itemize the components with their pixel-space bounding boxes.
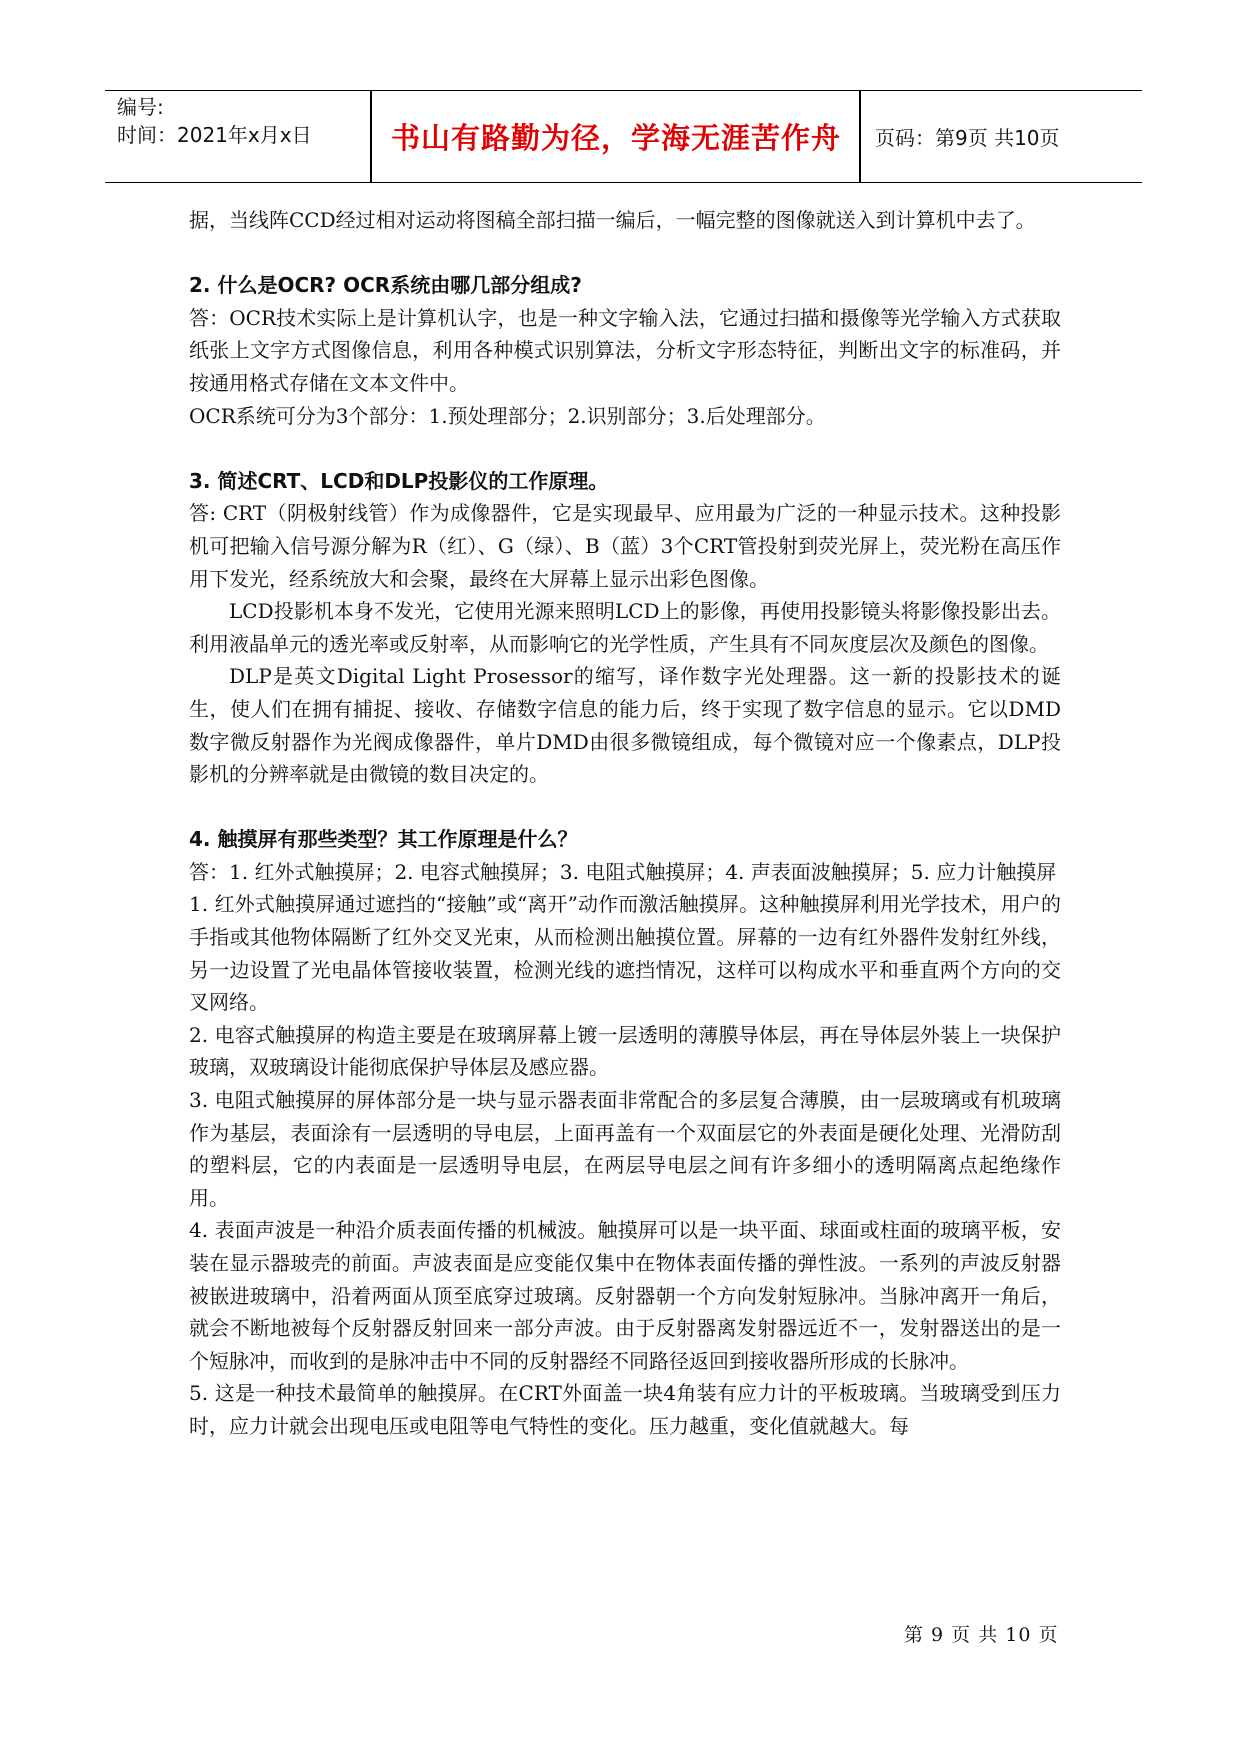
question-2-parts: OCR系统可分为3个部分：1.预处理部分；2.识别部分；3.后处理部分。: [189, 403, 826, 428]
question-4-heading: 4. 触摸屏有那些类型？其工作原理是什么？: [189, 827, 578, 852]
question-2-heading: 2. 什么是OCR? OCR系统由哪几部分组成?: [189, 273, 582, 298]
question-3-lcd-paragraph: LCD投影机本身不发光，它使用光源来照明LCD上的影像，再使用投影镜头将影像投影出去。利用液晶单元的透光率或反射率，从而影响它的光学性质，产生具有不同灰度层次及颜色的图像。: [189, 599, 1061, 656]
header-divider: [859, 91, 861, 182]
header-meta: [117, 93, 367, 149]
page-header: [105, 90, 1142, 183]
question-3-heading: 3. 简述CRT、LCD和DLP投影仪的工作原理。: [189, 468, 609, 493]
question-4-capacitive-paragraph: 2. 电容式触摸屏的构造主要是在玻璃屏幕上镀一层透明的薄膜导体层，再在导体层外装上一块保护玻璃，双玻璃设计能彻底保护导体层及感应器。: [189, 1022, 1061, 1080]
question-3-crt-paragraph: 答: CRT（阴极射线管）作为成像器件，它是实现最早、应用最为广泛的一种显示技术。这种投影机可把输入信号源分解为R（红）、G（绿）、B（蓝）3个CRT管投射到荧光屏上，荧光粉在高压作用下发光，经系统放大和会聚，最终在大屏幕上显示出彩色图像。: [189, 501, 1061, 591]
page-footer: 第 9 页 共 10 页: [904, 1624, 1059, 1646]
question-3-dlp-paragraph: DLP是英文Digital Light Prosessor的缩写，译作数字光处理器。这一新的投影技术的诞生，使人们在拥有捕捉、接收、存储数字信息的能力后，终于实现了数字信息的显示。它以DMD数字微反射器作为光阀成像器件，单片DMD由很多微镜组成，每个微镜对应一个像素点，DLP投影机的分辨率就是由微镜的数目决定的。: [189, 664, 1061, 787]
document-body: [189, 204, 1061, 1443]
question-2-answer: 答：OCR技术实际上是计算机认字，也是一种文字输入法，它通过扫描和摄像等光学输入方式获取纸张上文字方式图像信息，利用各种模式识别算法，分析文字形态特征，判断出文字的标准码，并按通用格式存储在文本文件中。: [189, 305, 1061, 395]
intro-paragraph: 据，当线阵CCD经过相对运动将图稿全部扫描一编后，一幅完整的图像就送入到计算机中去了。: [189, 208, 1036, 232]
question-4-saw-paragraph: 4. 表面声波是一种沿介质表面传播的机械波。触摸屏可以是一块平面、球面或柱面的玻璃平板，安装在显示器玻壳的前面。声波表面是应变能仅集中在物体表面传播的弹性波。一系列的声波反射器被嵌进玻璃中，沿着两面从顶至底穿过玻璃。反射器朝一个方向发射短脉冲。当脉冲离开一角后，就会不断地被每个反射器反射回来一部分声波。由于反射器离发射器远近不一，发射器送出的是一个短脉冲，而收到的是脉冲击中不同的反射器经不同路径返回到接收器所形成的长脉冲。: [189, 1218, 1061, 1373]
header-motto: 书山有路勤为径，学海无涯苦作舟: [390, 121, 841, 155]
document-number-label: 编号:: [117, 95, 164, 119]
header-divider: [370, 91, 372, 182]
question-4-infrared-paragraph: 1. 红外式触摸屏通过遮挡的“接触”或“离开”动作而激活触摸屏。这种触摸屏利用光学技术，用户的手指或其他物体隔断了红外交叉光束，从而检测出触摸位置。屏幕的一边有红外器件发射红外线，另一边设置了光电晶体管接收装置，检测光线的遮挡情况，这样可以构成水平和垂直两个方向的交叉网络。: [189, 892, 1061, 1015]
question-4-resistive-paragraph: 3. 电阻式触摸屏的屏体部分是一块与显示器表面非常配合的多层复合薄膜，由一层玻璃或有机玻璃作为基层，表面涂有一层透明的导电层，上面再盖有一个双面层它的外表面是硬化处理、光滑防刮的塑料层，它的内表面是一层透明导电层，在两层导电层之间有许多细小的透明隔离点起绝缘作用。: [189, 1088, 1061, 1210]
question-4-strain-gauge-paragraph: 5. 这是一种技术最简单的触摸屏。在CRT外面盖一块4角装有应力计的平板玻璃。当玻璃受到压力时，应力计就会出现电压或电阻等电气特性的变化。压力越重，变化值就越大。每: [189, 1381, 1061, 1438]
question-4-types: 答：1. 红外式触摸屏；2. 电容式触摸屏；3. 电阻式触摸屏；4. 声表面波触摸屏；5. 应力计触摸屏: [189, 859, 1057, 884]
document-time-label: 时间：2021年x月x日: [117, 123, 312, 147]
header-page-label: 页码：第9页 共10页: [875, 126, 1060, 150]
